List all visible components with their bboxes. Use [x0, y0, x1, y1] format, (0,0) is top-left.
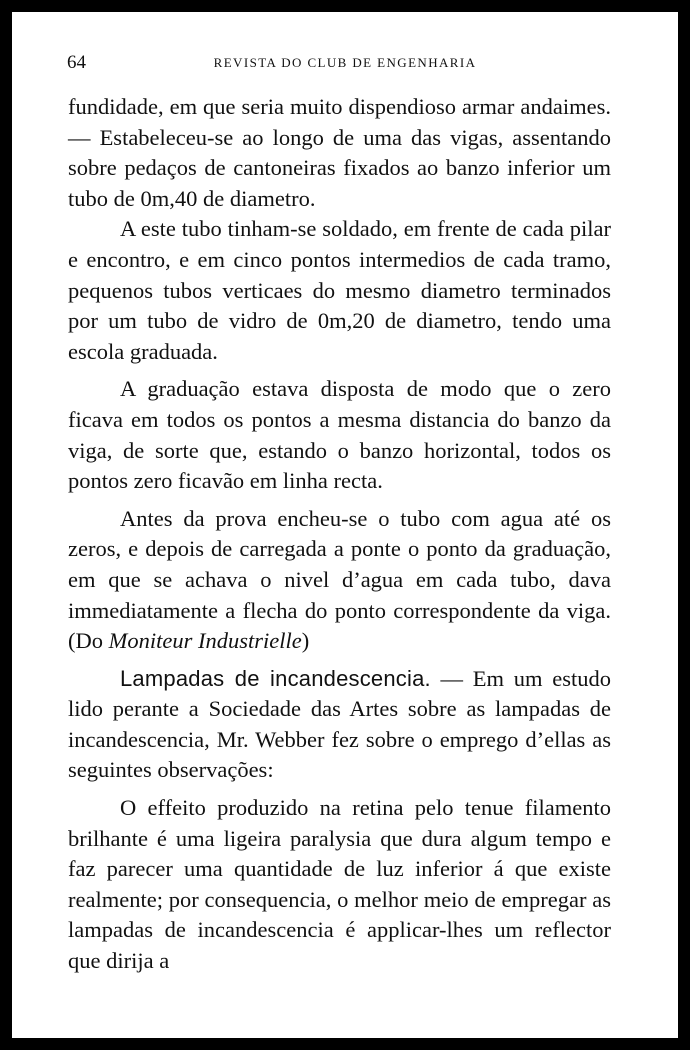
section-title: Lampadas de incandescencia.	[120, 665, 431, 691]
article-body	[68, 92, 611, 977]
running-head	[67, 52, 623, 78]
paragraph-4-text: Antes da prova encheu-se o tubo com agua até os zeros, e depois de carregada a ponte o ponto da graduação, em que se achava o nivel d’agua em cada tubo, dava immediatamente a flecha do ponto correspondente da viga.	[68, 505, 611, 623]
section-paragraph-2: O effeito produzido na retina pelo tenue filamento brilhante é uma ligeira paralysia que dura algum tempo e faz parecer uma quantidade de luz inferior á que existe realmente; por consequencia, o melhor meio de empregar as lampadas de incandescencia é applicar-lhes um reflector que dirija a	[68, 795, 611, 974]
citation-open: (Do	[68, 628, 103, 654]
citation-title: Moniteur Industrielle	[108, 628, 302, 654]
paragraph-1: fundidade, em que seria muito dispendioso armar andaimes.— Estabeleceu-se ao longo de uma das vigas, assentando sobre pedaços de cantoneiras fixados ao banzo inferior um tubo de 0m,40 de diametro.	[68, 94, 611, 211]
paragraph-4	[68, 504, 611, 657]
paragraph-2: A este tubo tinham-se soldado, em frente de cada pilar e encontro, e em cinco pontos intermedios de cada tramo, pequenos tubos verticaes do mesmo diametro terminados por um tubo de vidro de 0m,20 de diametro, tendo uma escola graduada.	[68, 216, 611, 364]
paragraph-3: A graduação estava disposta de modo que o zero ficava em todos os pontos a mesma distancia do banzo da viga, de sorte que, estando o banzo horizontal, todos os pontos zero ficavão em linha recta.	[68, 376, 611, 494]
section-intro-text: Em um estudo lido perante a Sociedade das Artes sobre as lampadas de incandescencia, Mr. Webber fez sobre o emprego d’ellas as seguintes observações:	[68, 665, 612, 783]
page-number: 64	[67, 52, 86, 73]
citation-close: )	[301, 628, 310, 654]
journal-title: REVISTA DO CLUB DE ENGENHARIA	[213, 55, 477, 70]
section-dash: —	[430, 665, 473, 691]
section-intro-paragraph	[68, 664, 611, 786]
page	[12, 12, 678, 1038]
